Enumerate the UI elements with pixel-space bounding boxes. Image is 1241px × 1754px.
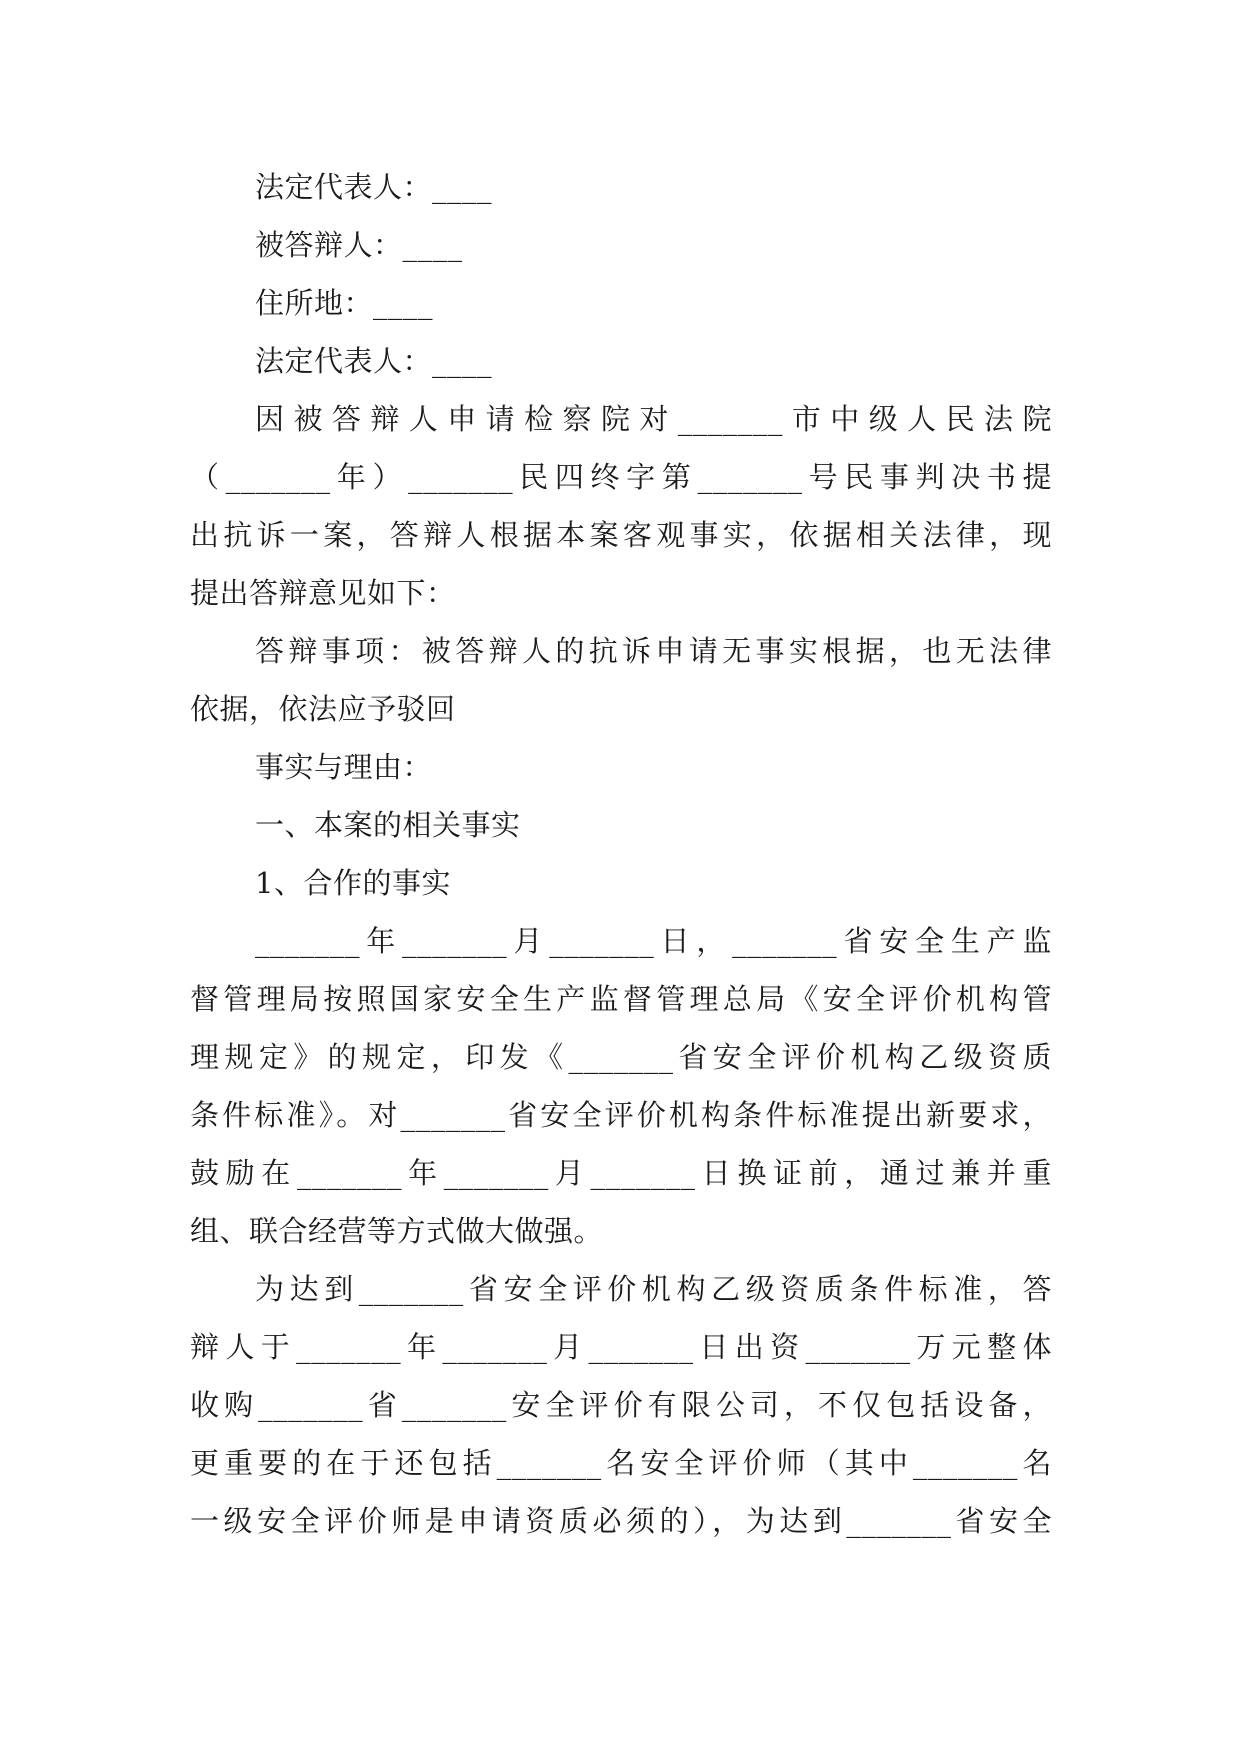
paragraph-line: 提出答辩意见如下： [190,576,456,610]
paragraph-line: 一级安全评价师是申请资质必须的），为达到_______省安全 [190,1504,1052,1538]
paragraph-line: 因被答辩人申请检察院对_______市中级人民法院 [255,402,1052,436]
paragraph-line: （_______年）_______民四终字第_______号民事判决书提 [190,460,1052,494]
paragraph-line: 理规定》的规定，印发《_______省安全评价机构乙级资质 [190,1040,1052,1074]
paragraph-line: 为达到_______省安全评价机构乙级资质条件标准，答 [255,1272,1052,1306]
legal-representative-line-2: 法定代表人：____ [255,344,493,378]
document-body [190,158,1052,1550]
paragraph-line: 辩人于_______年_______月_______日出资_______万元整体 [190,1330,1052,1364]
paragraph-line: 组、联合经营等方式做大做强。 [190,1214,604,1248]
section-heading: 事实与理由： [255,750,433,784]
paragraph-line: 督管理局按照国家安全生产监督管理总局《安全评价机构管 [190,982,1052,1016]
paragraph-line: 鼓励在_______年_______月_______日换证前，通过兼并重 [190,1156,1052,1190]
section-heading: 一、本案的相关事实 [255,808,521,842]
subsection-heading: 1、合作的事实 [255,866,451,900]
paragraph-line: 收购_______省_______安全评价有限公司，不仅包括设备， [190,1388,1052,1422]
paragraph-line: 条件标准》。对_______省安全评价机构条件标准提出新要求， [190,1098,1052,1132]
paragraph-line: 更重要的在于还包括_______名安全评价师（其中_______名 [190,1446,1052,1480]
paragraph-line: 依据，依法应予驳回 [190,692,456,726]
legal-representative-line: 法定代表人：____ [255,170,493,204]
paragraph-line: 出抗诉一案，答辩人根据本案客观事实，依据相关法律，现 [190,518,1052,552]
respondent-line: 被答辩人：____ [255,228,463,262]
paragraph-line: _______年_______月_______日，_______省安全生产监 [255,924,1052,958]
paragraph-line: 答辩事项：被答辩人的抗诉申请无事实根据，也无法律 [255,634,1052,668]
address-line: 住所地：____ [255,286,434,320]
